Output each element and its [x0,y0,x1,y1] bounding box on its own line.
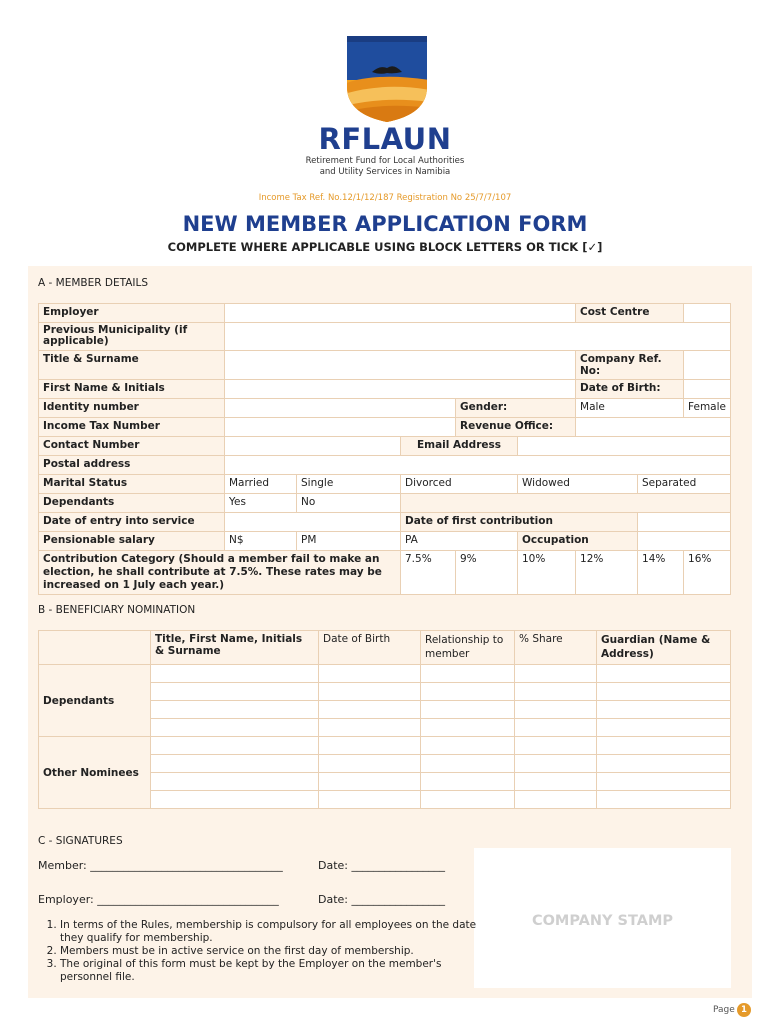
employer-field[interactable] [225,304,576,323]
previous-municipality-label: Previous Municipality (if applicable) [39,323,225,351]
dependants-row-label: Dependants [39,665,151,737]
cost-centre-field[interactable] [684,304,731,323]
employer-signature-line[interactable]: Employer: _________________________________ [38,893,279,906]
table-cell[interactable] [421,683,515,701]
marital-widowed-option[interactable]: Widowed [518,475,638,494]
previous-municipality-field[interactable] [225,323,731,351]
table-cell[interactable] [151,683,319,701]
table-cell[interactable] [421,773,515,791]
rate-option[interactable]: 12% [576,551,638,595]
contribution-category-label: Contribution Category (Should a member fail to make an election, he shall contribute at 7.5%. These rates may be increased on 1 July each year.) [39,551,401,595]
table-cell[interactable] [597,665,731,683]
rate-option[interactable]: 7.5% [401,551,456,595]
revenue-office-field[interactable] [576,418,731,437]
dependants-label: Dependants [39,494,225,513]
column-header-relationship: Relationship to member [421,631,515,665]
table-cell[interactable] [515,773,597,791]
identity-number-label: Identity number [39,399,225,418]
pensionable-salary-label: Pensionable salary [39,532,225,551]
table-cell[interactable] [597,791,731,809]
note-item: 2. Members must be in active service on the first day of membership. [60,945,480,958]
table-cell[interactable] [597,701,731,719]
income-tax-label: Income Tax Number [39,418,225,437]
table-cell[interactable] [597,773,731,791]
title-surname-label: Title & Surname [39,351,225,380]
rate-option[interactable]: 14% [638,551,684,595]
table-cell[interactable] [421,737,515,755]
table-cell[interactable] [515,737,597,755]
first-name-field[interactable] [225,380,576,399]
marital-married-option[interactable]: Married [225,475,297,494]
page-number-badge: 1 [737,1003,751,1017]
table-cell[interactable] [151,665,319,683]
table-cell[interactable] [151,773,319,791]
beneficiary-table [38,630,731,809]
marital-separated-option[interactable]: Separated [638,475,731,494]
date-of-entry-field[interactable] [225,513,401,532]
org-subtitle-line2: and Utility Services in Namibia [319,167,451,177]
title-surname-field[interactable] [225,351,576,380]
other-nominees-row-label: Other Nominees [39,737,151,809]
gender-label: Gender: [456,399,576,418]
postal-address-label: Postal address [39,456,225,475]
table-cell[interactable] [151,701,319,719]
tax-reference: Income Tax Ref. No.12/1/12/187 Registration No 25/7/7/107 [258,193,512,203]
salary-pa-field[interactable]: PA [401,532,518,551]
rate-option[interactable]: 10% [518,551,576,595]
table-cell[interactable] [319,665,421,683]
table-cell[interactable] [515,791,597,809]
table-cell[interactable] [319,773,421,791]
occupation-label: Occupation [518,532,638,551]
notes-list [38,919,480,984]
table-cell[interactable] [151,737,319,755]
first-name-label: First Name & Initials [39,380,225,399]
date-first-contribution-field[interactable] [638,513,731,532]
dependants-blank [401,494,731,513]
income-tax-field[interactable] [225,418,456,437]
table-cell[interactable] [597,755,731,773]
column-header-name: Title, First Name, Initials & Surname [151,631,319,665]
table-cell[interactable] [515,665,597,683]
table-cell[interactable] [319,791,421,809]
email-address-field[interactable] [518,437,731,456]
note-item: 1. In terms of the Rules, membership is compulsory for all employees on the date they qualify for membership. [60,919,480,945]
table-cell[interactable] [421,665,515,683]
table-cell[interactable] [597,737,731,755]
salary-pm-field[interactable]: PM [297,532,401,551]
table-cell[interactable] [319,755,421,773]
table-cell[interactable] [421,755,515,773]
table-cell[interactable] [151,791,319,809]
identity-number-field[interactable] [225,399,456,418]
section-a-title: A - MEMBER DETAILS [38,277,148,289]
table-cell[interactable] [319,683,421,701]
table-cell[interactable] [151,719,319,737]
table-cell[interactable] [421,701,515,719]
section-b-title: B - BENEFICIARY NOMINATION [38,604,196,616]
dependants-yes-option[interactable]: Yes [225,494,297,513]
table-cell[interactable] [515,755,597,773]
gender-male-option[interactable]: Male [576,399,684,418]
table-cell[interactable] [515,683,597,701]
salary-nd-field[interactable]: N$ [225,532,297,551]
date-of-birth-label: Date of Birth: [576,380,684,399]
org-subtitle-line1: Retirement Fund for Local Authorities [305,156,465,166]
email-address-label: Email Address [401,437,518,456]
table-cell[interactable] [597,683,731,701]
page-label: Page [713,1005,735,1015]
employer-date-line[interactable]: Date: _________________ [318,893,445,906]
note-item: 3. The original of this form must be kept by the Employer on the member's personnel file. [60,958,480,984]
member-date-line[interactable]: Date: _________________ [318,859,445,872]
table-cell[interactable] [421,719,515,737]
cost-centre-label: Cost Centre [576,304,684,323]
table-cell[interactable] [319,737,421,755]
postal-address-field[interactable] [225,456,731,475]
table-cell[interactable] [597,719,731,737]
form-title: NEW MEMBER APPLICATION FORM [182,212,588,236]
form-subtitle: COMPLETE WHERE APPLICABLE USING BLOCK LETTERS OR TICK [✓] [167,240,603,254]
column-header-guardian: Guardian (Name & Address) [597,631,731,665]
employer-label: Employer [39,304,225,323]
company-stamp-label: COMPANY STAMP [531,913,674,929]
contact-number-label: Contact Number [39,437,225,456]
date-first-contribution-label: Date of first contribution [401,513,638,532]
contact-number-field[interactable] [225,437,401,456]
company-ref-field[interactable] [684,351,731,380]
marital-divorced-option[interactable]: Divorced [401,475,518,494]
revenue-office-label: Revenue Office: [456,418,576,437]
beneficiary-header-blank [39,631,151,665]
column-header-dob: Date of Birth [319,631,421,665]
table-cell[interactable] [319,701,421,719]
table-cell[interactable] [515,701,597,719]
dependants-no-option[interactable]: No [297,494,401,513]
table-cell[interactable] [151,755,319,773]
table-cell[interactable] [319,719,421,737]
date-of-birth-field[interactable] [684,380,731,399]
org-name: RFLAUN [318,122,452,156]
company-ref-label: Company Ref. No: [576,351,684,380]
section-c-title: C - SIGNATURES [38,835,123,847]
table-cell[interactable] [421,791,515,809]
rate-option[interactable]: 16% [684,551,731,595]
member-signature-line[interactable]: Member: ___________________________________ [38,859,283,872]
gender-female-option[interactable]: Female [684,399,731,418]
occupation-field[interactable] [638,532,731,551]
marital-status-label: Marital Status [39,475,225,494]
column-header-share: % Share [515,631,597,665]
date-of-entry-label: Date of entry into service [39,513,225,532]
member-details-table [38,303,731,595]
marital-single-option[interactable]: Single [297,475,401,494]
rate-option[interactable]: 9% [456,551,518,595]
rflaun-shield-logo-icon [344,32,430,124]
table-cell[interactable] [515,719,597,737]
